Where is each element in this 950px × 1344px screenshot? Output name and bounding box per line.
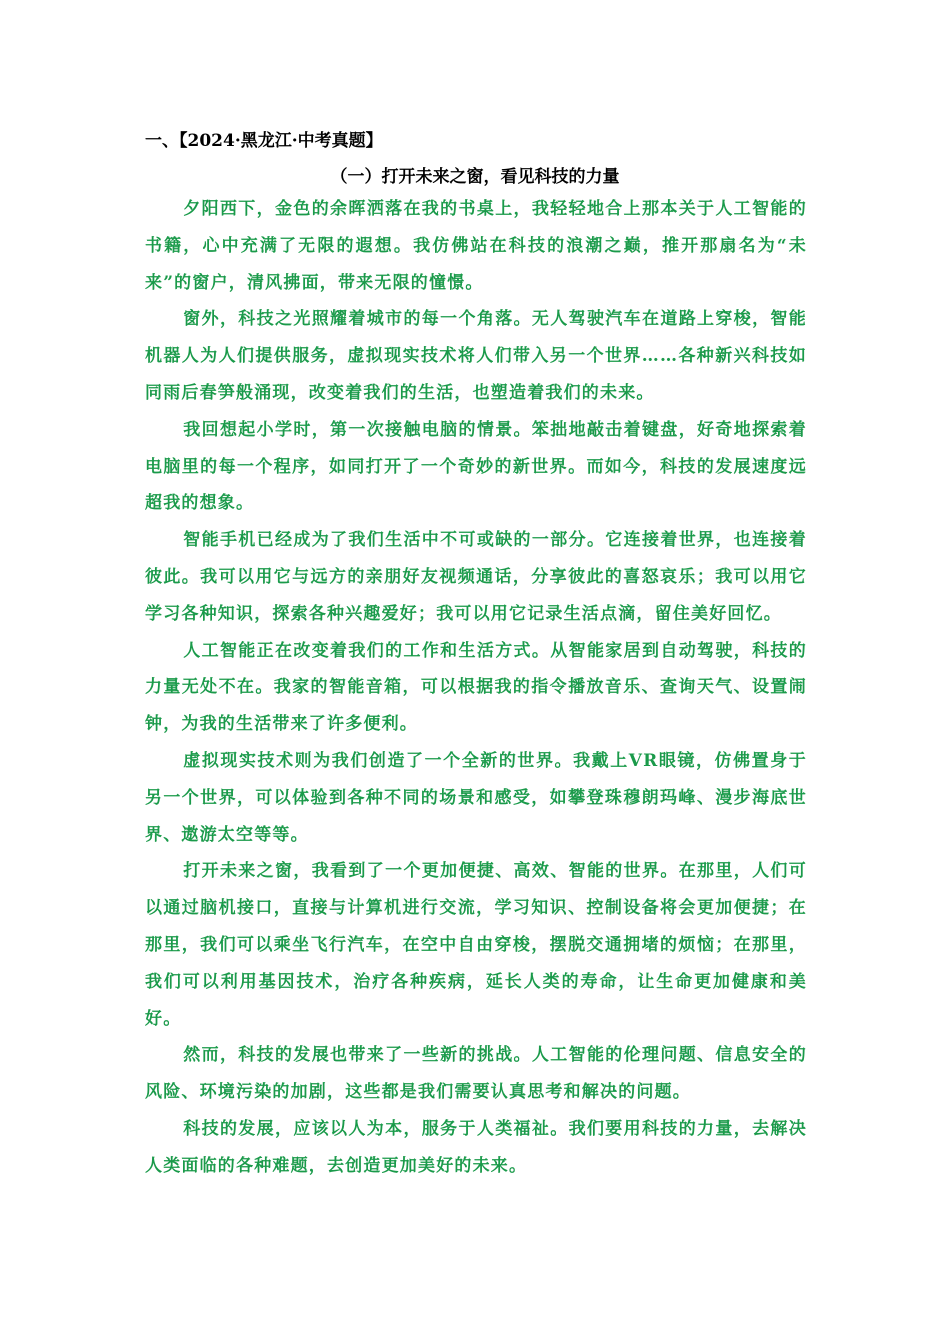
paragraph: 虚拟现实技术则为我们创造了一个全新的世界。我戴上VR眼镜，仿佛置身于另一个世界，可以体验到各种不同的场景和感受，如攀登珠穆朗玛峰、漫步海底世界、遨游太空等等。 [145, 750, 807, 845]
paragraph: 智能手机已经成为了我们生活中不可或缺的一部分。它连接着世界，也连接着彼此。我可以用它与远方的亲朋好友视频通话，分享彼此的喜怒哀乐；我可以用它学习各种知识，探索各种兴趣爱好；我可以用它记录生活点滴，留住美好回忆。 [145, 530, 807, 624]
paragraph: 窗外，科技之光照耀着城市的每一个角落。无人驾驶汽车在道路上穿梭，智能机器人为人们提供服务，虚拟现实技术将人们带入另一个世界……各种新兴科技如同雨后春笋般涌现，改变着我们的生活，也塑造着我们的未来。 [145, 309, 807, 403]
essay-body [145, 191, 807, 1185]
paragraph: 然而，科技的发展也带来了一些新的挑战。人工智能的伦理问题、信息安全的风险、环境污染的加剧，这些都是我们需要认真思考和解决的问题。 [145, 1045, 807, 1103]
essay-title: （一）打开未来之窗，看见科技的力量 [330, 167, 620, 187]
paragraph: 夕阳西下，金色的余晖洒落在我的书桌上，我轻轻地合上那本关于人工智能的书籍，心中充满了无限的遐想。我仿佛站在科技的浪潮之巅，推开那扇名为“未来”的窗户，清风拂面，带来无限的憧憬。 [145, 199, 807, 293]
paragraph: 人工智能正在改变着我们的工作和生活方式。从智能家居到自动驾驶，科技的力量无处不在。我家的智能音箱，可以根据我的指令播放音乐、查询天气、设置闹钟，为我的生活带来了许多便利。 [145, 640, 807, 735]
paragraph: 打开未来之窗，我看到了一个更加便捷、高效、智能的世界。在那里，人们可以通过脑机接口，直接与计算机进行交流，学习知识、控制设备将会更加便捷；在那里，我们可以乘坐飞行汽车，在空中自由穿梭，摆脱交通拥堵的烦恼；在那里，我们可以利用基因技术，治疗各种疾病，延长人类的寿命，让生命更加健康和美好。 [145, 861, 807, 1029]
paragraph: 我回想起小学时，第一次接触电脑的情景。笨拙地敲击着键盘，好奇地探索着电脑里的每一个程序，如同打开了一个奇妙的新世界。而如今，科技的发展速度远超我的想象。 [145, 419, 807, 514]
paragraph: 科技的发展，应该以人为本，服务于人类福祉。我们要用科技的力量，去解决人类面临的各种难题，去创造更加美好的未来。 [145, 1118, 807, 1176]
question-heading: 一、【2024·黑龙江·中考真题】 [145, 131, 383, 151]
